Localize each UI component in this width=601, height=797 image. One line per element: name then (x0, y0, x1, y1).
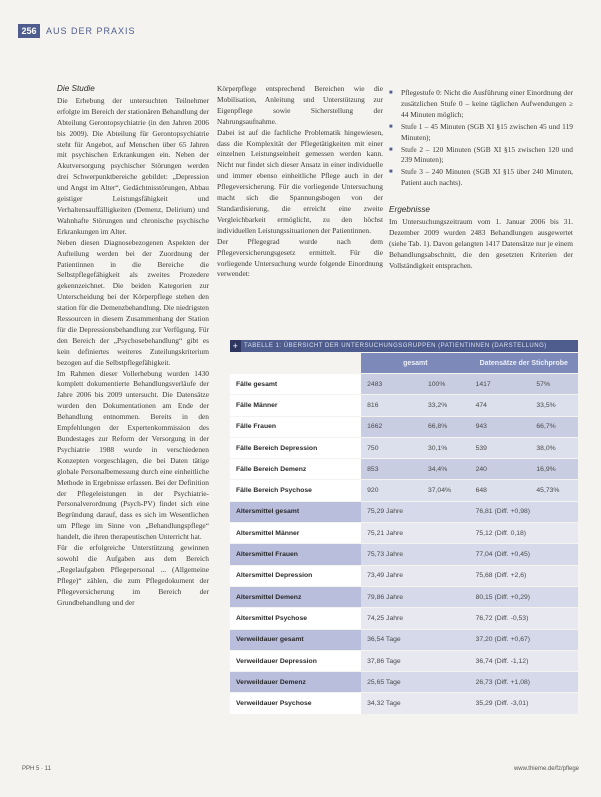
table-row (230, 502, 578, 522)
table-cell: 100% (422, 374, 470, 394)
table-cell: 66,8% (422, 417, 470, 437)
table-cell: 36,54 Tage (361, 630, 469, 650)
table-row (230, 693, 578, 713)
table-cell: 75,12 (Diff. 0,18) (470, 523, 578, 543)
page-header (0, 0, 601, 48)
table-row (230, 417, 578, 437)
table-cell: 76,81 (Diff. +0,98) (470, 502, 578, 522)
row-label: Verweildauer Depression (230, 651, 361, 671)
table-cell: 37,04% (422, 480, 470, 500)
table-row (230, 459, 578, 479)
paragraph: Körperpflege entsprechend Bereichen wie die Mobilisation, Anleitung und Unterstützung zur Eigenpflege sowie Sicherstellung der Nahrungsaufnahme. (217, 84, 383, 126)
table-row (230, 630, 578, 650)
table-cell: 66,7% (530, 417, 578, 437)
table-cell: 853 (361, 459, 422, 479)
header-blank (230, 353, 361, 373)
table-cell: 75,68 (Diff. +2,6) (470, 566, 578, 586)
table-cell: 38,0% (530, 438, 578, 458)
row-label: Fälle Frauen (230, 417, 361, 437)
paragraph: Für die erfolgreiche Unterstützung gewinnen sowohl die Aufgaben aus dem Bereich „Regelaufgaben Pflegepersonal ... (Allgemeine Pflege)“ zählen, die zum Pflegedokument der Pflegeversicherung im Bereich der Grundbehandlung und der (57, 543, 209, 607)
footer-left: PPH 5 · 11 (22, 766, 51, 772)
table-cell: 1662 (361, 417, 422, 437)
table-row (230, 374, 578, 394)
row-label: Altersmittel gesamt (230, 502, 361, 522)
table-title (230, 340, 578, 352)
table-cell: 750 (361, 438, 422, 458)
table-body (230, 374, 578, 714)
row-label: Verweildauer gesamt (230, 630, 361, 650)
column-header: Datensätze der Stichprobe (470, 353, 578, 373)
table-title-text: TABELLE 1: ÜBERSICHT DER UNTERSUCHUNGSGRUPPEN (PATIENTINNEN (DARSTELLUNG) (244, 343, 547, 349)
table-row (230, 395, 578, 415)
table-row (230, 608, 578, 628)
table-cell: 26,73 (Diff. +1,08) (470, 672, 578, 692)
row-label: Altersmittel Depression (230, 566, 361, 586)
table-cell: 474 (470, 395, 531, 415)
table-cell: 74,25 Jahre (361, 608, 469, 628)
table-cell: 37,86 Tage (361, 651, 469, 671)
text-column-2 (217, 84, 383, 334)
table-cell: 34,4% (422, 459, 470, 479)
table-row (230, 672, 578, 692)
table-cell: 35,29 (Diff. -3,01) (470, 693, 578, 713)
table-cell: 240 (470, 459, 531, 479)
paragraph: Dabei ist auf die fachliche Problematik hingewiesen, dass die Komplexität der Pflegetätigkeiten mit einer einzelnen Leistungseinheit gemessen werden kann. Nicht nur findet sich dieser Ansatz in einer individuelle und immer ebenso einheitliche Pflege auch in der Pflegeversicherung. Für die vorliegende Untersuchung macht sich die Spannungsbogen von der Standardisierung, die erreicht eine zweite Vergleichbarkeit ermöglicht, zu den höchst individuellen Leistungssituationen der Patientinnen. (217, 127, 383, 235)
table (230, 352, 578, 715)
table-cell: 76,72 (Diff. -0,53) (470, 608, 578, 628)
row-label: Fälle Bereich Depression (230, 438, 361, 458)
row-label: Altersmittel Männer (230, 523, 361, 543)
plus-icon: + (230, 340, 241, 352)
table-cell: 30,1% (422, 438, 470, 458)
paragraph: Die Erhebung der untersuchten Teilnehmer erfolgte im Bereich der stationären Behandlung der Abteilung Gerontopsychiatrie (in den Jahren 2006 bis 2009). Die Abteilung für Gerontopsychiatrie steht für Angebot, auf Menschen über 65 Jahren mit psychischen Erkrankungen ein. Neben der Akutversorgung psychischer Störungen werden drei Schwerpunktbereiche gebildet: „Depression und Angst im Alter“, Gedächtnisstörungen, Abbau geistiger Leistungsfähigkeit und Verhaltensauffälligkeiten (Demenz, Delirium) und Wahnhafte Störungen und chronische psychische Erkrankungen im Alter. (57, 95, 209, 236)
list-item: ■ Stufe 3 – 240 Minuten (SGB XI §15 über 240 Minuten, Patient auch nachts). (389, 167, 573, 189)
table-cell: 80,15 (Diff. +0,29) (470, 587, 578, 607)
row-label: Fälle Bereich Psychose (230, 480, 361, 500)
paragraph: Der Pflegegrad wurde nach dem Pflegeversicherungsgesetz ermittelt. Für die vorliegende Untersuchung wurde folgende Einordnung verwendet: (217, 236, 383, 279)
table-cell: 1417 (470, 374, 531, 394)
table-row (230, 523, 578, 543)
table-cell: 943 (470, 417, 531, 437)
table-cell: 75,21 Jahre (361, 523, 469, 543)
column-heading: Ergebnisse (389, 205, 430, 215)
table-cell: 33,2% (422, 395, 470, 415)
row-label: Altersmittel Psychose (230, 608, 361, 628)
table-cell: 57% (530, 374, 578, 394)
text-column-3 (389, 88, 573, 334)
table-row (230, 587, 578, 607)
list-item: ■ Stufe 2 – 120 Minuten (SGB XI §15 zwischen 120 und 239 Minuten); (389, 145, 573, 167)
table-cell: 37,20 (Diff. +0,67) (470, 630, 578, 650)
text-column-1 (57, 84, 209, 609)
table-cell: 75,29 Jahre (361, 502, 469, 522)
paragraph: Im Rahmen dieser Vollerhebung wurden 1430 komplett dokumentierte Behandlungsverläufe der Jahre 2006 bis 2009 untersucht. Die Datensätze wurden den Dokumentationen am Ende der Behandlung entnommen. Bereits in den Empfehlungen der Expertenkommission des Bundestages zur Reform der Versorgung in der Psychiatrie 1988 wurde in verschiedenen Konzepten vorgeschlagen, die bei Daten tätige globale Personalbemessung durch eine einheitliche Methode in Ergebnisse erfassen. Bei der Definition der Pflegeleistungen in der Psychiatrie-Personalverordnung (Psych-PV) findet sich eine Begründung darauf, dass es sich im Wesentlichen um Pflege im Sinne von „Behandlungspflege“ handelt, die ihren therapeutischen Unterricht hat. (57, 368, 209, 542)
footer-right: www.thieme.de/fz/pflege (513, 766, 579, 772)
row-label: Fälle gesamt (230, 374, 361, 394)
section-title: AUS DER PRAXIS (46, 26, 136, 36)
row-label: Fälle Männer (230, 395, 361, 415)
column-heading: Die Studie (57, 84, 95, 93)
table-cell: 2483 (361, 374, 422, 394)
row-label: Verweildauer Demenz (230, 672, 361, 692)
table-row (230, 480, 578, 500)
table-cell: 33,5% (530, 395, 578, 415)
paragraph: Im Untersuchungszeitraum vom 1. Januar 2006 bis 31. Dezember 2009 wurden 2483 Behandlungen ausgewertet (siehe Tab. 1). Davon gelangten 1417 Datensätze nur je einem Behandlungsabschnitt, die den gesetzten Kriterien der Vollständigkeit entsprachen. (389, 217, 573, 270)
column-header: gesamt (361, 353, 469, 373)
table-row (230, 438, 578, 458)
table-cell: 45,73% (530, 480, 578, 500)
table-cell: 920 (361, 480, 422, 500)
table-cell: 25,65 Tage (361, 672, 469, 692)
page-number-badge: 256 (18, 24, 40, 38)
table-cell: 648 (470, 480, 531, 500)
data-table (230, 340, 578, 715)
list-item: ■ Pflegestufe 0: Nicht die Ausführung einer Einordnung der zusätzlichen Stufe 0 – keine täglichen Aufwendungen ≥ 44 Minuten möglich; (389, 88, 573, 121)
table-row (230, 544, 578, 564)
table-row (230, 651, 578, 671)
list-item: ■ Stufe 1 – 45 Minuten (SGB XI §15 zwischen 45 und 119 Minuten); (389, 122, 573, 144)
table-cell: 79,86 Jahre (361, 587, 469, 607)
row-label: Verweildauer Psychose (230, 693, 361, 713)
table-cell: 75,73 Jahre (361, 544, 469, 564)
table-cell: 16,9% (530, 459, 578, 479)
table-cell: 34,32 Tage (361, 693, 469, 713)
paragraph: Neben diesen Diagnosebezogenen Aspekten der Aufteilung werden bei der Zuordnung der Patientinnen in die Bereiche die Selbstpflegefähigkeit als zweites Prozedere gekennzeichnet. Die beiden Kategorien zur Unterscheidung bei der Körperpflege stehen den station für die Demenzbehandlung. Die niedrigsten Ressourcen in diesem Zusammenhang der Station für die Depressionsbehandlung zur Verfügung. Für den Bereich der „Psychosebehandlung“ gibt es kein definiertes weiteres Zuteilungskriterium bezogen auf die Selbstpflegefähigkeit. (57, 237, 209, 367)
row-label: Altersmittel Frauen (230, 544, 361, 564)
row-label: Altersmittel Demenz (230, 587, 361, 607)
table-header-row (230, 353, 578, 373)
table-cell: 816 (361, 395, 422, 415)
table-cell: 539 (470, 438, 531, 458)
table-cell: 36,74 (Diff. -1,12) (470, 651, 578, 671)
table-cell: 77,04 (Diff. +0,45) (470, 544, 578, 564)
row-label: Fälle Bereich Demenz (230, 459, 361, 479)
table-row (230, 566, 578, 586)
table-cell: 73,49 Jahre (361, 566, 469, 586)
